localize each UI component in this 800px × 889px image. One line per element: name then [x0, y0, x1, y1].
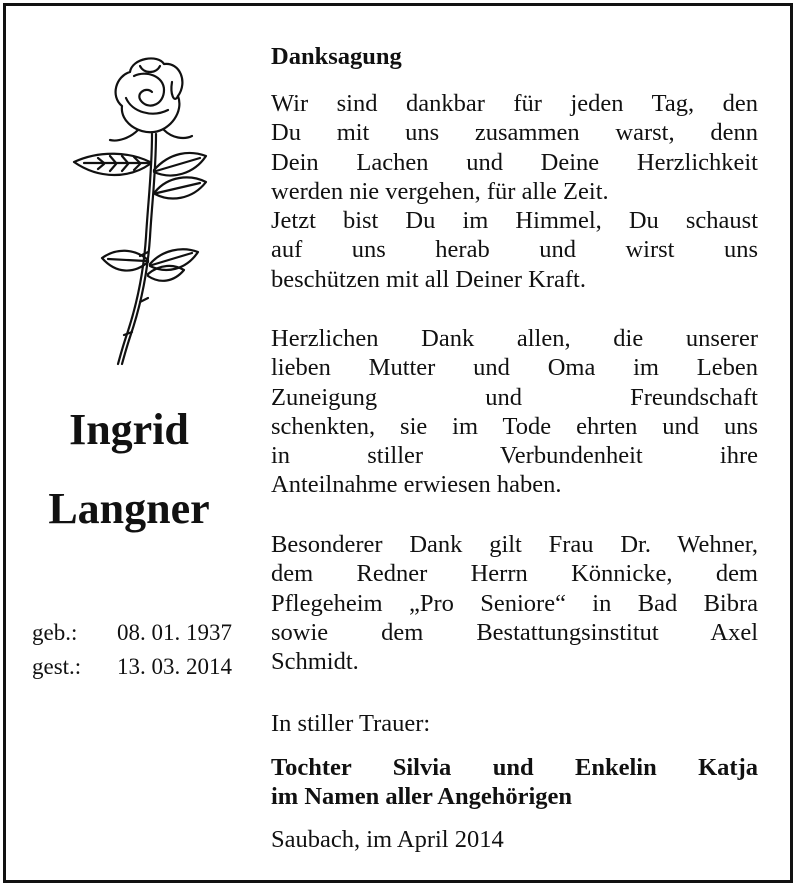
rose-drawing	[60, 52, 210, 372]
signatories	[271, 753, 758, 812]
paragraph-special-thanks	[271, 530, 758, 676]
text-line: werden nie vergehen, für alle Zeit.	[271, 177, 609, 205]
deceased-first-name: Ingrid	[69, 405, 189, 454]
text-line: lieben Mutter und Oma im Leben	[271, 354, 758, 382]
text-line: Jetzt bist Du im Himmel, Du schaust	[271, 207, 758, 235]
life-dates	[32, 616, 232, 684]
deceased-last-name: Langner	[48, 484, 210, 533]
text-line: Herzlichen Dank allen, die unserer	[271, 325, 758, 352]
text-line: in stiller Verbundenheit ihre	[271, 442, 758, 470]
death-date: 13. 03. 2014	[117, 654, 232, 679]
mourning-intro: In stiller Trauer:	[271, 710, 431, 737]
place-date: Saubach, im April 2014	[271, 826, 504, 853]
text-line: Pflegeheim „Pro Seniore“ in Bad Bibra	[271, 589, 758, 617]
birth-date: 08. 01. 1937	[117, 620, 232, 645]
paragraph-thanks	[271, 324, 758, 500]
text-line: beschützen mit all Deiner Kraft.	[271, 265, 586, 293]
text-line: Du mit uns zusammen warst, denn	[271, 119, 758, 147]
death-date-row	[32, 650, 232, 684]
text-line: Anteilnahme erwiesen haben.	[271, 471, 562, 499]
text-line: Zuneigung und Freundschaft	[271, 383, 758, 411]
signatory-line: im Namen aller Angehörigen	[271, 783, 573, 811]
text-line: auf uns herab und wirst uns	[271, 236, 758, 264]
text-line: sowie dem Bestattungsinstitut Axel	[271, 618, 758, 646]
birth-date-row	[32, 616, 232, 650]
text-line: Schmidt.	[271, 648, 359, 676]
heading-danksagung: Danksagung	[271, 43, 402, 70]
text-line: schenkten, sie im Tode ehrten und uns	[271, 412, 758, 440]
paragraph-gratitude	[271, 89, 758, 294]
birth-label: geb.:	[32, 620, 78, 645]
text-line: Dein Lachen und Deine Herzlichkeit	[271, 148, 758, 176]
death-label: gest.:	[32, 654, 82, 679]
text-line: dem Redner Herrn Könnicke, dem	[271, 560, 758, 588]
text-line: Besonderer Dank gilt Frau Dr. Wehner,	[271, 531, 758, 558]
signatory-line: Tochter Silvia und Enkelin Katja	[271, 754, 758, 781]
text-line: Wir sind dankbar für jeden Tag, den	[271, 90, 758, 117]
